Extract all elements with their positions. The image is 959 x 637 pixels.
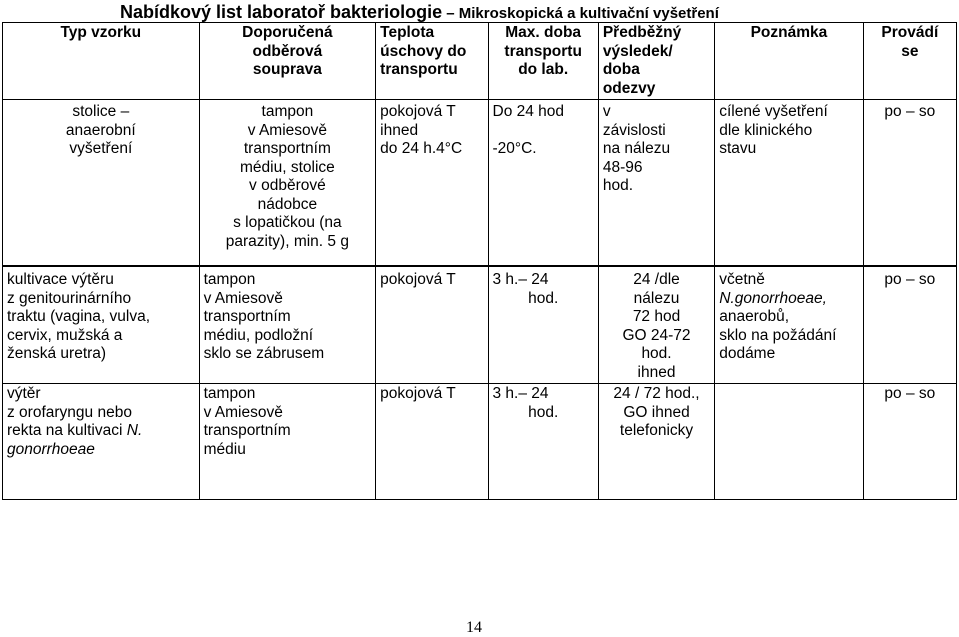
header-cell: Typ vzorku — [3, 23, 200, 100]
lab-table — [2, 22, 957, 500]
page-title — [120, 2, 719, 23]
sample-type-cell: kultivace výtěru z genitourinárního traktu (vagina, vulva, cervix, mužská a ženská uretra) — [3, 266, 200, 384]
table-row — [3, 100, 957, 267]
note-cell: včetně N.gonorrhoeae, anaerobů, sklo na požádání dodáme — [715, 266, 863, 384]
sample-type-cell: výtěr z orofaryngu nebo rekta na kultivaci N. gonorrhoeae — [3, 384, 200, 500]
title-main: Nabídkový list laboratoř bakteriologie — [120, 2, 443, 22]
days-cell: po – so — [863, 100, 956, 267]
result-cell: 24 /dle nálezu 72 hod GO 24-72 hod. ihned — [598, 266, 714, 384]
sample-type-cell: stolice – anaerobní vyšetření — [3, 100, 200, 267]
days-cell: po – so — [863, 384, 956, 500]
title-dash: – — [442, 5, 459, 22]
transport-time-cell: Do 24 hod -20°C. — [488, 100, 598, 267]
title-sub: Mikroskopická a kultivační vyšetření — [458, 5, 719, 22]
note-cell — [715, 384, 863, 500]
header-cell: Doporučená odběrová souprava — [199, 23, 376, 100]
header-cell: Předběžný výsledek/ doba odezvy — [598, 23, 714, 100]
header-cell: Provádí se — [863, 23, 956, 100]
header-cell: Max. doba transportu do lab. — [488, 23, 598, 100]
page-number: 14 — [466, 619, 482, 636]
temp-cell: pokojová T ihned do 24 h.4°C — [376, 100, 488, 267]
kit-cell: tampon v Amiesově transportním médiu, podložní sklo se zábrusem — [199, 266, 376, 384]
header-cell: Poznámka — [715, 23, 863, 100]
transport-time-cell: 3 h.– 24 hod. — [488, 384, 598, 500]
table-row — [3, 384, 957, 500]
kit-cell: tampon v Amiesově transportním médiu, stolice v odběrové nádobce s lopatičkou (na parazity), min. 5 g — [199, 100, 376, 267]
result-cell: 24 / 72 hod., GO ihned telefonicky — [598, 384, 714, 500]
result-cell: v závislosti na nálezu 48-96 hod. — [598, 100, 714, 267]
days-cell: po – so — [863, 266, 956, 384]
temp-cell: pokojová T — [376, 384, 488, 500]
note-cell: cílené vyšetření dle klinického stavu — [715, 100, 863, 267]
header-row — [3, 23, 957, 100]
header-cell: Teplota úschovy do transportu — [376, 23, 488, 100]
temp-cell: pokojová T — [376, 266, 488, 384]
transport-time-cell: 3 h.– 24 hod. — [488, 266, 598, 384]
kit-cell: tampon v Amiesově transportním médiu — [199, 384, 376, 500]
table-row — [3, 266, 957, 384]
